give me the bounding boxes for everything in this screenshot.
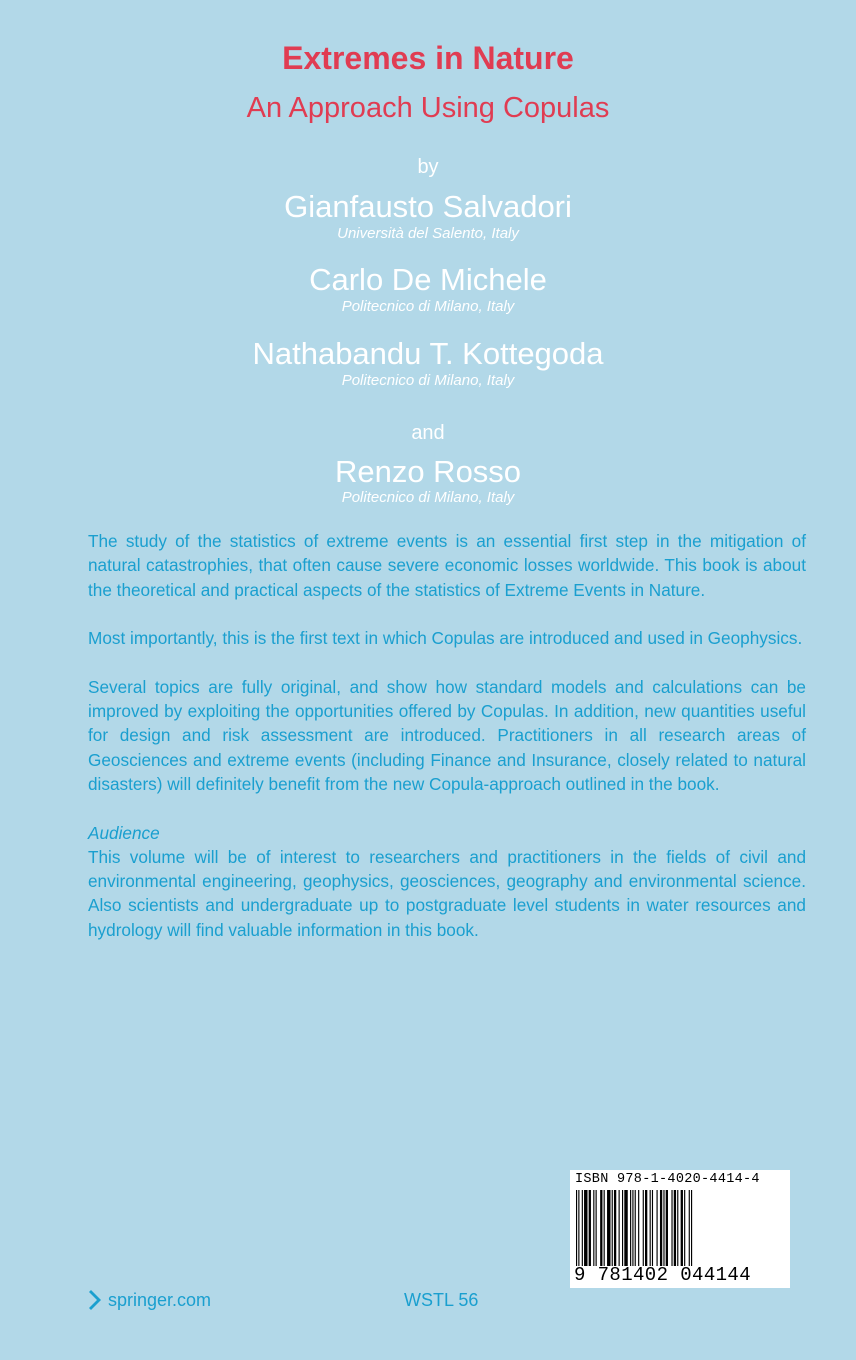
description-paragraph: Most importantly, this is the first text in which Copulas are introduced and used in Geophysics. <box>88 628 803 649</box>
author-name: Carlo De Michele <box>309 262 547 297</box>
author-name: Nathabandu T. Kottegoda <box>252 336 604 371</box>
isbn-label: ISBN 978-1-4020-4414-4 <box>575 1172 760 1187</box>
by-label: by <box>417 156 439 178</box>
series-code: WSTL 56 <box>404 1290 479 1310</box>
book-subtitle: An Approach Using Copulas <box>246 92 610 124</box>
chevron-right-icon <box>88 1288 104 1312</box>
audience-paragraph: This volume will be of interest to researchers and practitioners in the fields of civil and environmental engineering, geophysics, geosciences, geography and environmental science. Also scientists and undergraduate up to postgraduate level students in water resources and hydrology will find valuable information in this book. <box>88 846 806 940</box>
publisher-website[interactable] <box>88 1288 211 1312</box>
and-label: and <box>411 422 445 444</box>
author-name: Gianfausto Salvadori <box>284 189 572 224</box>
book-description <box>88 529 806 942</box>
website-link[interactable]: springer.com <box>108 1289 212 1310</box>
author-affiliation: Università del Salento, Italy <box>337 225 519 242</box>
author-affiliation: Politecnico di Milano, Italy <box>341 298 515 315</box>
author-affiliation: Politecnico di Milano, Italy <box>341 372 515 389</box>
description-paragraph: Several topics are fully original, and show how standard models and calculations can be improved by exploiting the opportunities offered by Copulas. In addition, new quantities useful for design and risk assessment are introduced. Practitioners in all research areas of Geosciences and extreme events (including Finance and Insurance, closely related to natural disasters) will definitely benefit from the new Copula-approach outlined in the book. <box>88 676 806 794</box>
ean-digits: 9 781402 044144 <box>574 1264 752 1286</box>
isbn-barcode <box>570 1170 790 1288</box>
author-affiliation: Politecnico di Milano, Italy <box>341 489 515 506</box>
description-paragraph: The study of the statistics of extreme events is an essential first step in the mitigation of natural catastrophies, that often cause severe economic losses worldwide. This book is about the theoretical and practical aspects of the statistics of Extreme Events in Nature. <box>88 531 806 600</box>
audience-heading: Audience <box>88 822 160 843</box>
author-name: Renzo Rosso <box>334 454 522 489</box>
book-title: Extremes in Nature <box>282 40 574 76</box>
barcode-bars <box>574 1190 786 1266</box>
